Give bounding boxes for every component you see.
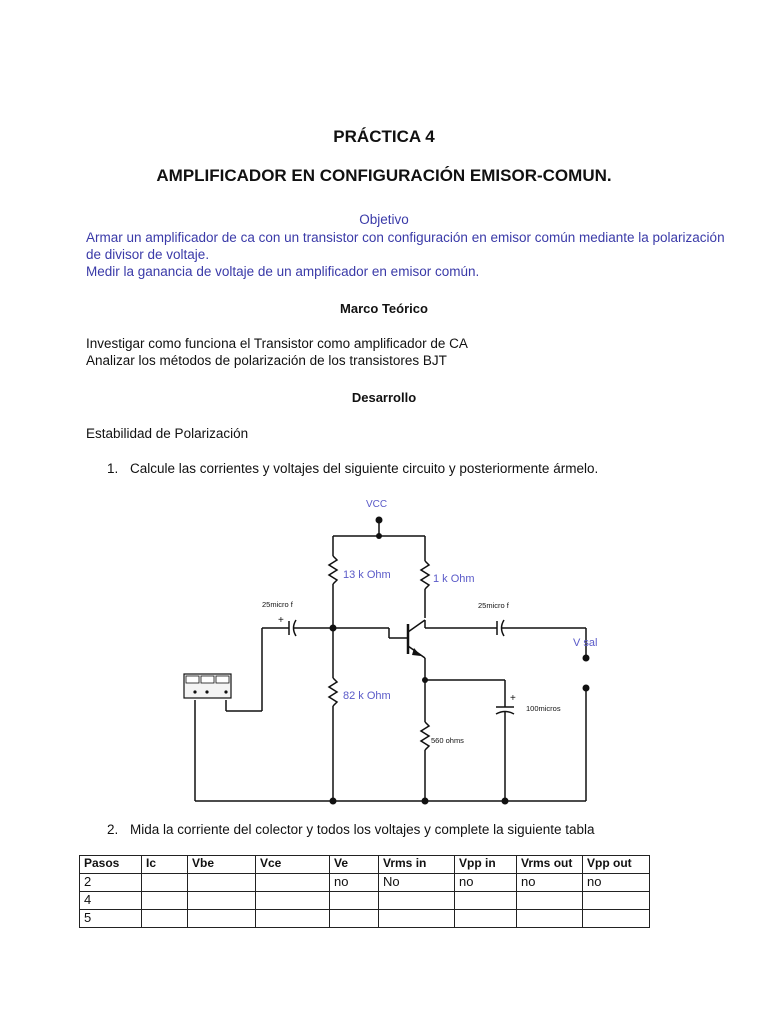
desarrollo-heading: Desarrollo bbox=[351, 390, 417, 405]
header-ve: Ve bbox=[330, 856, 379, 874]
table-cell bbox=[330, 892, 379, 910]
r4-label: 560 ohms bbox=[431, 736, 464, 745]
table-row bbox=[80, 874, 650, 892]
header-vrms-in: Vrms in bbox=[379, 856, 455, 874]
table-cell bbox=[188, 874, 256, 892]
table-cell bbox=[188, 910, 256, 928]
table-cell bbox=[330, 910, 379, 928]
page-title: PRÁCTICA 4 bbox=[333, 127, 435, 146]
table-cell: 2 bbox=[80, 874, 142, 892]
input-cap-label: 25micro f bbox=[262, 600, 293, 609]
vsal-label: V sal bbox=[573, 637, 598, 649]
marco-heading: Marco Teórico bbox=[340, 301, 428, 316]
marco-line-1: Investigar como funciona el Transistor como amplificador de CA bbox=[86, 336, 468, 351]
table-cell bbox=[517, 910, 583, 928]
objetivo-heading: Objetivo bbox=[359, 212, 409, 227]
table-row bbox=[80, 910, 650, 928]
step-1-text: Calcule las corrientes y voltajes del siguiente circuito y posteriormente ármelo. bbox=[130, 461, 599, 476]
function-generator-icon bbox=[184, 674, 231, 698]
table-cell: 4 bbox=[80, 892, 142, 910]
emitter-cap-plus: + bbox=[510, 693, 516, 704]
emitter-cap-label: 100micros bbox=[526, 704, 561, 713]
table-cell bbox=[379, 892, 455, 910]
table-cell bbox=[142, 892, 188, 910]
table-cell bbox=[517, 892, 583, 910]
table-header-row bbox=[80, 856, 650, 874]
header-vbe: Vbe bbox=[188, 856, 256, 874]
table-cell bbox=[455, 892, 517, 910]
estabilidad-heading: Estabilidad de Polarización bbox=[86, 426, 249, 441]
input-cap-plus: + bbox=[278, 615, 284, 626]
step-2-number: 2. bbox=[107, 822, 119, 837]
header-ic: Ic bbox=[142, 856, 188, 874]
vcc-label: VCC bbox=[366, 499, 388, 510]
r2-label: 1 k Ohm bbox=[433, 573, 475, 585]
objetivo-line-1: Armar un amplificador de ca con un transistor con configuración en emisor común mediante la polarización bbox=[86, 230, 725, 245]
table-cell: no bbox=[455, 874, 517, 892]
table-cell bbox=[583, 910, 650, 928]
table-cell bbox=[256, 892, 330, 910]
table-cell bbox=[188, 892, 256, 910]
r1-label: 13 k Ohm bbox=[343, 569, 391, 581]
table-cell: no bbox=[517, 874, 583, 892]
table-cell bbox=[142, 910, 188, 928]
table-cell: No bbox=[379, 874, 455, 892]
step-1-number: 1. bbox=[107, 461, 119, 476]
header-vpp-in: Vpp in bbox=[455, 856, 517, 874]
page-subtitle: AMPLIFICADOR EN CONFIGURACIÓN EMISOR-COMUN. bbox=[156, 166, 612, 185]
header-vrms-out: Vrms out bbox=[517, 856, 583, 874]
step-2-text: Mida la corriente del colector y todos los voltajes y complete la siguiente tabla bbox=[130, 822, 595, 837]
table-cell bbox=[142, 874, 188, 892]
table-cell: no bbox=[583, 874, 650, 892]
header-vce: Vce bbox=[256, 856, 330, 874]
table-cell bbox=[583, 892, 650, 910]
table-cell: no bbox=[330, 874, 379, 892]
objetivo-line-2: de divisor de voltaje. bbox=[86, 247, 210, 262]
header-vpp-out: Vpp out bbox=[583, 856, 650, 874]
marco-line-2: Analizar los métodos de polarización de los transistores BJT bbox=[86, 353, 447, 368]
r3-label: 82 k Ohm bbox=[343, 690, 391, 702]
amplifier-circuit-diagram bbox=[0, 490, 768, 820]
table-row bbox=[80, 892, 650, 910]
table-cell bbox=[455, 910, 517, 928]
header-pasos: Pasos bbox=[80, 856, 142, 874]
table-cell bbox=[379, 910, 455, 928]
output-cap-label: 25micro f bbox=[478, 601, 509, 610]
objetivo-line-3: Medir la ganancia de voltaje de un amplificador en emisor común. bbox=[86, 264, 480, 279]
results-table bbox=[79, 855, 650, 928]
table-cell bbox=[256, 910, 330, 928]
table-cell: 5 bbox=[80, 910, 142, 928]
table-cell bbox=[256, 874, 330, 892]
